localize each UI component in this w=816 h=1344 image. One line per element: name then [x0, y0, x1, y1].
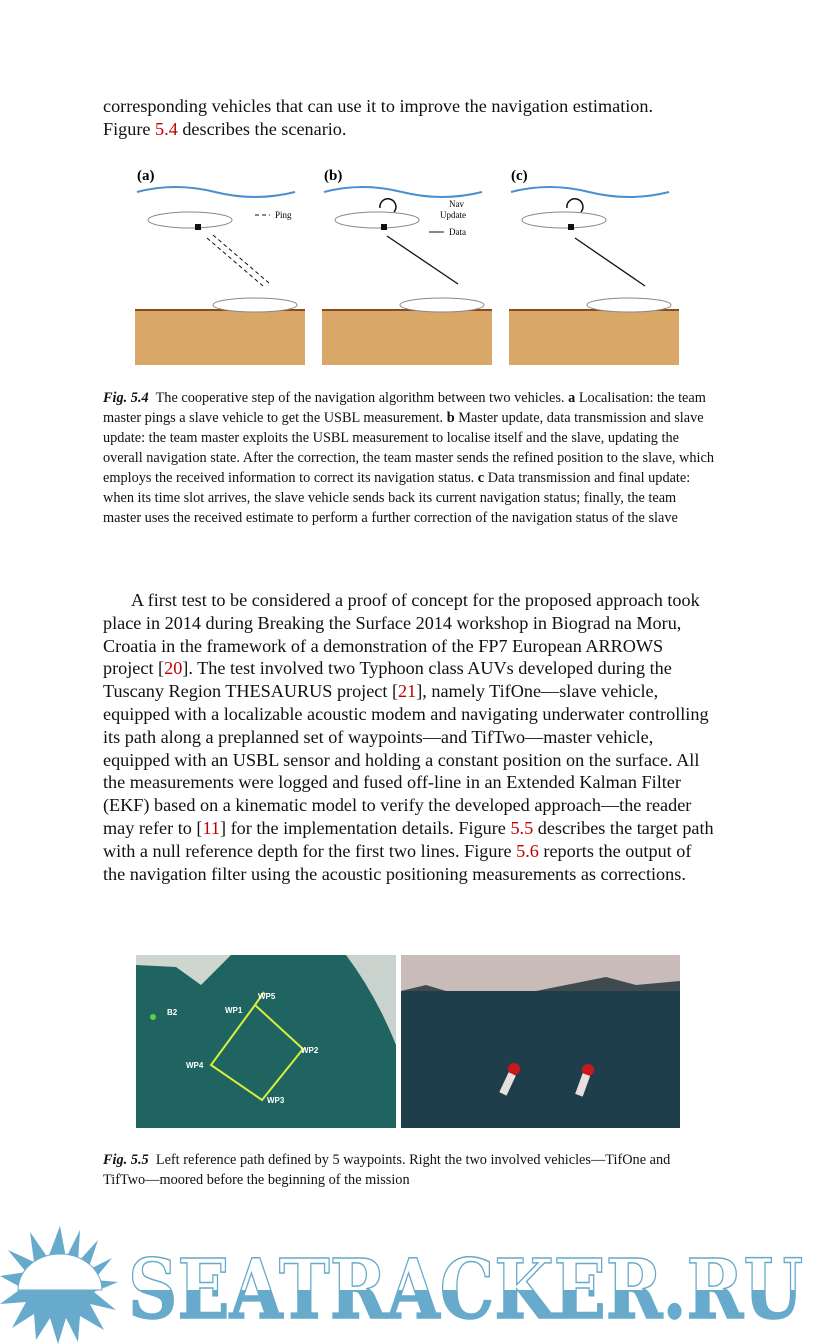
panel-label-a: (a) [137, 168, 155, 184]
figure-ref-5-4[interactable]: 5.4 [155, 118, 178, 139]
caption-sub-b: b [446, 410, 455, 426]
water-surface [137, 187, 295, 197]
text: reports the output of the navigation filter using the acoustic positioning measurements as corrections. [103, 840, 692, 884]
panel-label-c: (c) [511, 168, 528, 184]
figure-5-5 [136, 955, 680, 1128]
panel-b [322, 168, 492, 365]
label-b2: B2 [167, 1008, 178, 1017]
legend-nav: Nav [449, 199, 464, 209]
caption-text: Master update, data transmission and slave update: the team master exploits the USBL measurement to localise itself and the slave, updating the overall navigation state. After the correction, the team master sends the refined position to the slave, which employs the received information to correct its navigation status. [103, 410, 714, 486]
seatracker-watermark [0, 1218, 816, 1344]
label-wp4: WP4 [186, 1061, 204, 1070]
master-vehicle [148, 212, 232, 228]
text: ], namely TifOne—slave vehicle, equipped with a localizable acoustic modem and navigating underwater controlling its path along a preplanned set of waypoints—and TifTwo—master vehicle, equipped with an USBL sensor and holding a constant position on the surface. All the measurements were logged and fused off-line in an Extended Kalman Filter (EKF) based on a kinematic model to verify the developed approach—the reader may refer to [ [103, 681, 709, 838]
intro-text [103, 95, 715, 141]
watermark-text: SEATRACKER.RU [128, 1242, 803, 1338]
sea-photo [401, 955, 680, 1128]
intro-fig-word: Figure [103, 118, 151, 139]
caption-text: The cooperative step of the navigation algorithm between two vehicles. [155, 390, 565, 406]
label-wp3: WP3 [267, 1096, 285, 1105]
legend-update: Update [440, 210, 466, 220]
text: describes the target path with a null reference depth for the first two lines. Figure [103, 817, 714, 861]
citation-21[interactable]: 21 [398, 681, 417, 702]
caption-text: Localisation: the team master pings a slave vehicle to get the USBL measurement. [103, 390, 706, 426]
buoy-b2-marker [150, 1014, 156, 1020]
modem-icon [195, 224, 201, 230]
caption-text: Left reference path defined by 5 waypoints. Right the two involved vehicles—TifOne and TifTwo—moored before the beginning of the mission [103, 1152, 671, 1188]
ping-arrow [207, 238, 263, 286]
text: ] for the implementation details. Figure [220, 817, 511, 838]
body-paragraph [103, 589, 715, 885]
legend-ping: Ping [275, 210, 292, 220]
caption-sub-a: a [568, 390, 576, 406]
citation-11[interactable]: 11 [202, 817, 220, 838]
text: ]. The test involved two Typhoon class AUVs developed during the Tuscany Region THESAURUS project [ [103, 658, 672, 702]
label-wp2: WP2 [301, 1046, 319, 1055]
label-wp1: WP1 [225, 1006, 243, 1015]
figure-5-4-caption [103, 388, 715, 528]
satellite-map [136, 955, 396, 1128]
panel-label-b: (b) [324, 168, 343, 184]
caption-sub-c: c [477, 470, 485, 486]
caption-text: Data transmission and final update: when its time slot arrives, the slave vehicle sends back its current navigation status; finally, the team master uses the received estimate to perform a further correction of the navigation status of the slave [103, 470, 691, 526]
seabed [135, 310, 305, 365]
legend-data: Data [449, 227, 466, 237]
caption-label: Fig. 5.5 [103, 1152, 149, 1168]
panel-a [135, 168, 305, 365]
figure-ref-5-5[interactable]: 5.5 [510, 817, 534, 838]
figure-ref-5-6[interactable]: 5.6 [516, 840, 539, 861]
figure-5-5-caption [103, 1150, 715, 1190]
caption-label: Fig. 5.4 [103, 390, 149, 406]
panel-c [509, 168, 679, 365]
slave-vehicle [213, 298, 297, 312]
intro-after: describes the scenario. [182, 118, 347, 139]
figure-5-4 [135, 160, 680, 370]
citation-20[interactable]: 20 [164, 658, 183, 679]
data-arrow [387, 236, 458, 284]
label-wp5: WP5 [258, 992, 276, 1001]
text: A first test to be considered a proof of concept for the proposed approach took place in 2014 during Breaking the Surface 2014 workshop in Biograd na Moru, Croatia in the framework of a demonstration of the FP7 European ARROWS project [ [103, 590, 700, 679]
intro-line: corresponding vehicles that can use it to improve the navigation estimation. [103, 96, 654, 116]
nav-update-icon [380, 199, 396, 212]
